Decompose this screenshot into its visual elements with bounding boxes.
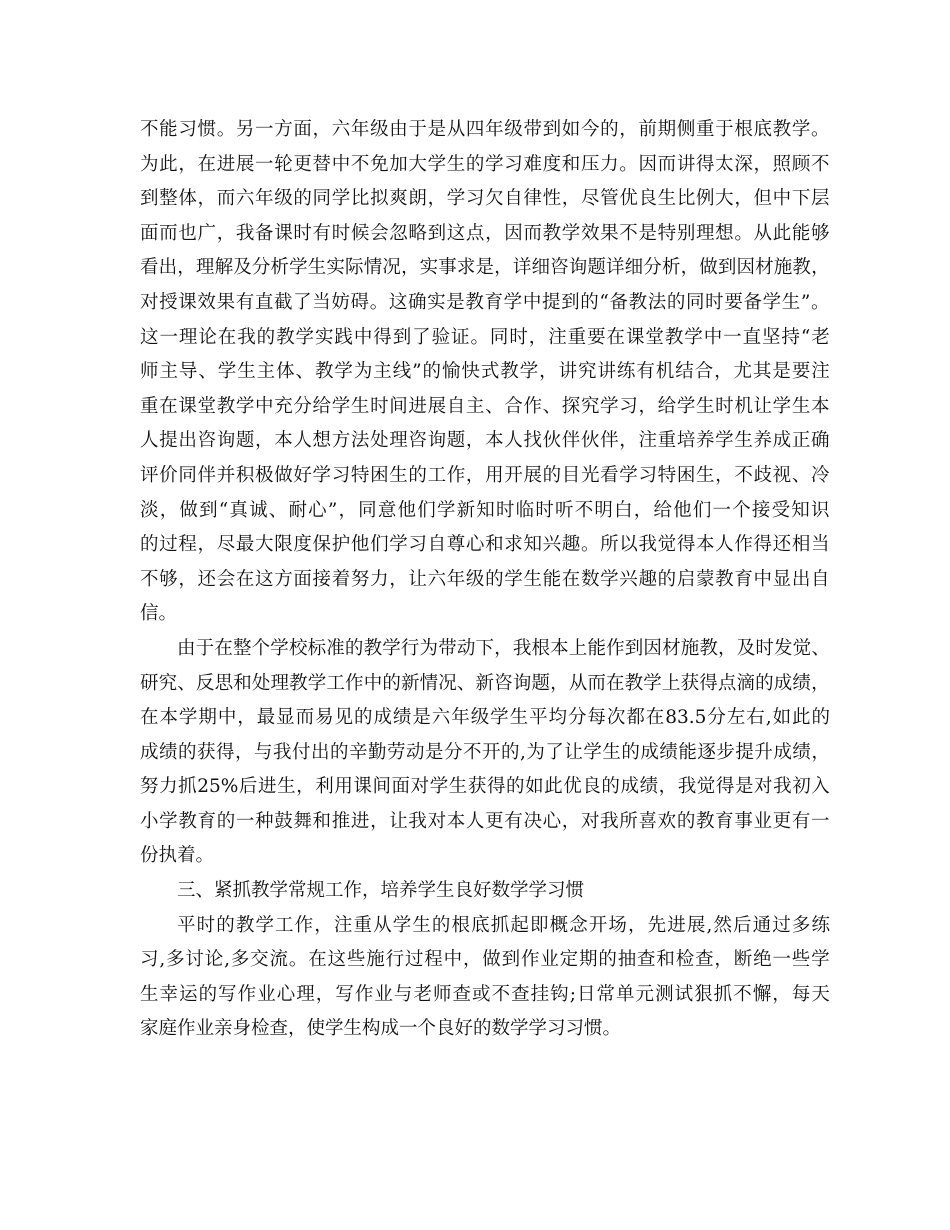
text-line: 面 而 也 广 ， 我 备 课 时 有 时 候 会 忽 略 到 这 点 ， 因 而 教 学 效 果 不 是 特 别 理 想 。 从 此 能 够: [140, 222, 830, 244]
text-line: 生 幸 运 的 写 作 业 心 理 ， 写 作 业 与 老 师 查 或 不 查 挂 钩 ; 日 常 单 元 测 试 狠 抓 不 懈 ， 每 天: [140, 983, 830, 1005]
text-line: 研 究 、 反 思 和 处 理 教 学 工 作 中 的 新 情 况 、 新 咨 询 题 ， 从 而 在 教 学 上 获 得 点 滴 的 成 绩 ，: [140, 672, 830, 694]
text-line: 师 主 导 、 学 生 主 体 、 教 学 为 主 线 ” 的 愉 快 式 教 学 ， 讲 究 讲 练 有 机 结 合 ， 尤 其 是 要 注: [140, 361, 830, 383]
text-line: 为 此 ， 在 进 展 一 轮 更 替 中 不 免 加 大 学 生 的 学 习 难 度 和 压 力 。 因 而 讲 得 太 深 ， 照 顾 不: [140, 153, 830, 175]
text-line: 不 够 ， 还 会 在 这 方 面 接 着 努 力 ， 让 六 年 级 的 学 生 能 在 数 学 兴 趣 的 启 蒙 教 育 中 显 出 自: [140, 568, 830, 590]
text-line: 的 过 程 ， 尽 最 大 限 度 保 护 他 们 学 习 自 尊 心 和 求 知 兴 趣 。 所 以 我 觉 得 本 人 作 得 还 相 当: [140, 534, 830, 556]
text-line: 信。: [140, 603, 178, 625]
text-line: 这 一 理 论 在 我 的 教 学 实 践 中 得 到 了 验 证 。 同 时 ， 注 重 要 在 课 堂 教 学 中 一 直 坚 持 “ 老: [140, 326, 830, 348]
text-line: 看 出 ， 理 解 及 分 析 学 生 实 际 情 况 ， 实 事 求 是 ， 详 细 咨 询 题 详 细 分 析 ， 做 到 因 材 施 教 ，: [140, 257, 830, 279]
text-line: 平 时 的 教 学 工 作 ， 注 重 从 学 生 的 根 底 抓 起 即 概 念 开 场 ， 先 进 展 , 然 后 通 过 多 练: [177, 914, 830, 936]
text-line: 努 力 抓 25% 后 进 生 ， 利 用 课 间 面 对 学 生 获 得 的 如 此 优 良 的 成 绩 ， 我 觉 得 是 对 我 初 入: [140, 776, 830, 798]
text-line: 份执着。: [140, 845, 215, 867]
text-line: 由 于 在 整 个 学 校 标 准 的 教 学 行 为 带 动 下 ， 我 根 本 上 能 作 到 因 材 施 教 ， 及 时 发 觉 、: [177, 637, 830, 659]
text-line: 人 提 出 咨 询 题 ， 本 人 想 方 法 处 理 咨 询 题 ， 本 人 找 伙 伴 伙 伴 ， 注 重 培 养 学 生 养 成 正 确: [140, 430, 830, 452]
text-line: 三、紧抓教学常规工作，培养学生良好数学学习惯: [177, 880, 585, 902]
text-line: 家庭作业亲身检查，使学生构成一个良好的数学学习习惯。: [140, 1018, 622, 1040]
text-line: 在 本 学 期 中 ， 最 显 而 易 见 的 成 绩 是 六 年 级 学 生 平 均 分 每 次 都 在 83.5 分 左 右 , 如 此 的: [140, 707, 830, 729]
text-line: 不 能 习 惯 。 另 一 方 面 ， 六 年 级 由 于 是 从 四 年 级 带 到 如 今 的 ， 前 期 侧 重 于 根 底 教 学 。: [140, 119, 830, 140]
text-line: 习 , 多 讨 论 , 多 交 流 。 在 这 些 施 行 过 程 中 ， 做 到 作 业 定 期 的 抽 查 和 检 查 ， 断 绝 一 些 学: [140, 949, 830, 971]
text-line: 淡 ， 做 到 “ 真 诚 、 耐 心 ” ， 同 意 他 们 学 新 知 时 临 时 听 不 明 白 ， 给 他 们 一 个 接 受 知 识: [140, 499, 830, 521]
text-line: 重 在 课 堂 教 学 中 充 分 给 学 生 时 间 进 展 自 主 、 合 作 、 探 究 学 习 ， 给 学 生 时 机 让 学 生 本: [140, 395, 830, 417]
text-line: 对 授 课 效 果 有 直 截 了 当 妨 碍 。 这 确 实 是 教 育 学 中 提 到 的 “ 备 教 法 的 同 时 要 备 学 生 ” 。: [140, 291, 830, 313]
text-line: 到 整 体 ， 而 六 年 级 的 同 学 比 拟 爽 朗 ， 学 习 欠 自 律 性 ， 尽 管 优 良 生 比 例 大 ， 但 中 下 层: [140, 188, 830, 210]
text-line: 评 价 同 伴 并 积 极 做 好 学 习 特 困 生 的 工 作 ， 用 开 展 的 目 光 看 学 习 特 困 生 ， 不 歧 视 、 冷: [140, 464, 830, 486]
text-line: 小 学 教 育 的 一 种 鼓 舞 和 推 进 ， 让 我 对 本 人 更 有 决 心 ， 对 我 所 喜 欢 的 教 育 事 业 更 有 一: [140, 810, 830, 832]
body-text: [140, 113, 830, 1047]
text-line: 成 绩 的 获 得 ， 与 我 付 出 的 辛 勤 劳 动 是 分 不 开 的 , 为 了 让 学 生 的 成 绩 能 逐 步 提 升 成 绩 ，: [140, 741, 830, 763]
